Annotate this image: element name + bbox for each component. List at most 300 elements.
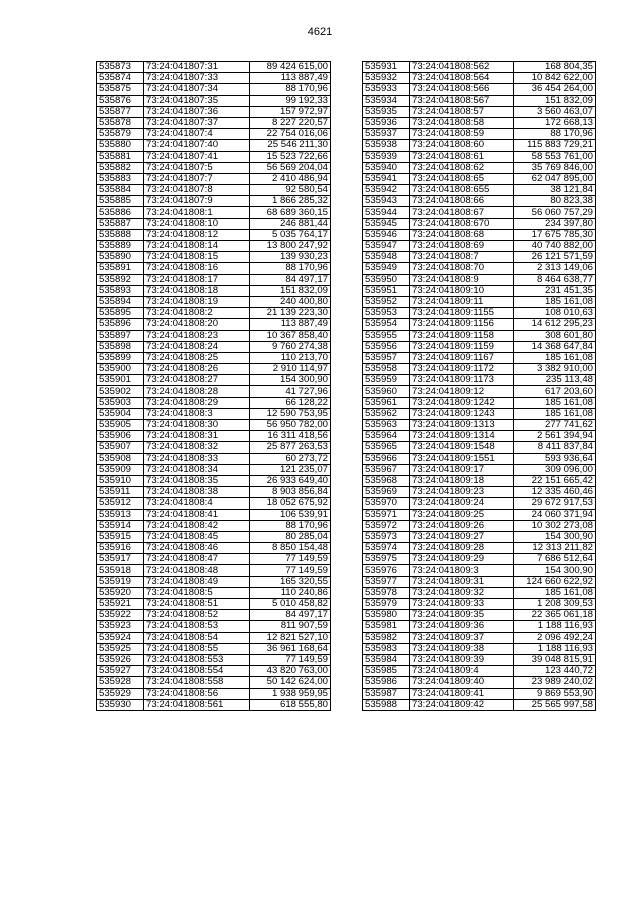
row-number-cell: 535955: [363, 330, 410, 341]
table-row: [97, 129, 331, 140]
row-number-cell: 535945: [363, 218, 410, 229]
table-row: [97, 207, 331, 218]
row-number-cell: 535893: [97, 285, 144, 296]
cadastral-number-cell: 73:24:041808:52: [144, 610, 250, 621]
cadastral-number-cell: 73:24:041808:34: [144, 464, 250, 475]
value-cell: 8 411 837,84: [514, 442, 596, 453]
table-row: [363, 420, 596, 431]
table-row: [363, 364, 596, 375]
row-number-cell: 535910: [97, 475, 144, 486]
table-row: [363, 654, 596, 665]
row-number-cell: 535913: [97, 509, 144, 520]
cadastral-number-cell: 73:24:041808:553: [144, 654, 250, 665]
row-number-cell: 535971: [363, 509, 410, 520]
row-number-cell: 535967: [363, 464, 410, 475]
value-cell: 3 560 463,07: [514, 106, 596, 117]
cadastral-number-cell: 73:24:041808:7: [410, 252, 514, 263]
row-number-cell: 535889: [97, 241, 144, 252]
cadastral-number-cell: 73:24:041809:1167: [410, 352, 514, 363]
row-number-cell: 535948: [363, 252, 410, 263]
left-cadastral-table: [96, 61, 331, 711]
cadastral-number-cell: 73:24:041808:28: [144, 386, 250, 397]
table-row: [363, 576, 596, 587]
value-cell: 113 887,49: [250, 319, 331, 330]
value-cell: 58 553 761,00: [514, 151, 596, 162]
value-cell: 617 203,60: [514, 386, 596, 397]
table-row: [97, 677, 331, 688]
value-cell: 12 335 460,46: [514, 487, 596, 498]
row-number-cell: 535977: [363, 576, 410, 587]
table-row: [97, 408, 331, 419]
value-cell: 154 300,90: [514, 531, 596, 542]
row-number-cell: 535951: [363, 285, 410, 296]
table-row: [363, 129, 596, 140]
cadastral-number-cell: 73:24:041808:47: [144, 554, 250, 565]
value-cell: 12 313 211,82: [514, 543, 596, 554]
value-cell: 14 612 295,23: [514, 319, 596, 330]
cadastral-number-cell: 73:24:041808:10: [144, 218, 250, 229]
row-number-cell: 535952: [363, 296, 410, 307]
cadastral-number-cell: 73:24:041809:39: [410, 654, 514, 665]
cadastral-number-cell: 73:24:041809:1155: [410, 308, 514, 319]
cadastral-number-cell: 73:24:041808:53: [144, 621, 250, 632]
cadastral-number-cell: 73:24:041809:12: [410, 386, 514, 397]
row-number-cell: 535884: [97, 185, 144, 196]
row-number-cell: 535931: [363, 62, 410, 73]
row-number-cell: 535933: [363, 84, 410, 95]
value-cell: 2 561 394,94: [514, 431, 596, 442]
table-row: [363, 464, 596, 475]
table-row: [97, 274, 331, 285]
value-cell: 56 060 757,29: [514, 207, 596, 218]
value-cell: 40 740 882,00: [514, 241, 596, 252]
value-cell: 108 010,63: [514, 308, 596, 319]
cadastral-number-cell: 73:24:041808:566: [410, 84, 514, 95]
row-number-cell: 535957: [363, 352, 410, 363]
table-row: [363, 73, 596, 84]
cadastral-number-cell: 73:24:041809:23: [410, 487, 514, 498]
value-cell: 8 903 856,84: [250, 487, 331, 498]
row-number-cell: 535923: [97, 621, 144, 632]
row-number-cell: 535906: [97, 431, 144, 442]
table-row: [363, 173, 596, 184]
row-number-cell: 535979: [363, 599, 410, 610]
table-row: [363, 632, 596, 643]
row-number-cell: 535929: [97, 688, 144, 699]
value-cell: 9 869 553,90: [514, 688, 596, 699]
value-cell: 84 497,17: [250, 274, 331, 285]
value-cell: 50 142 624,00: [250, 677, 331, 688]
value-cell: 22 365 061,18: [514, 610, 596, 621]
table-row: [97, 643, 331, 654]
cadastral-number-cell: 73:24:041808:554: [144, 666, 250, 677]
table-row: [363, 106, 596, 117]
cadastral-number-cell: 73:24:041809:35: [410, 610, 514, 621]
row-number-cell: 535935: [363, 106, 410, 117]
table-row: [97, 531, 331, 542]
table-row: [97, 632, 331, 643]
value-cell: 165 320,55: [250, 576, 331, 587]
value-cell: 154 300,90: [514, 565, 596, 576]
table-row: [97, 296, 331, 307]
value-cell: 29 672 917,53: [514, 498, 596, 509]
table-row: [363, 352, 596, 363]
cadastral-number-cell: 73:24:041808:55: [144, 643, 250, 654]
table-row: [363, 699, 596, 710]
table-row: [363, 62, 596, 73]
table-row: [363, 308, 596, 319]
value-cell: 1 866 285,32: [250, 196, 331, 207]
cadastral-number-cell: 73:24:041809:27: [410, 531, 514, 542]
row-number-cell: 535900: [97, 364, 144, 375]
row-number-cell: 535883: [97, 173, 144, 184]
value-cell: 139 930,23: [250, 252, 331, 263]
value-cell: 2 096 492,24: [514, 632, 596, 643]
row-number-cell: 535973: [363, 531, 410, 542]
cadastral-number-cell: 73:24:041808:29: [144, 397, 250, 408]
table-row: [97, 106, 331, 117]
value-cell: 3 382 910,00: [514, 364, 596, 375]
row-number-cell: 535985: [363, 666, 410, 677]
row-number-cell: 535956: [363, 341, 410, 352]
table-row: [97, 241, 331, 252]
table-row: [363, 531, 596, 542]
table-row: [363, 341, 596, 352]
table-row: [363, 252, 596, 263]
cadastral-number-cell: 73:24:041808:25: [144, 352, 250, 363]
value-cell: 1 188 116,93: [514, 643, 596, 654]
value-cell: 22 754 016,06: [250, 129, 331, 140]
cadastral-number-cell: 73:24:041808:19: [144, 296, 250, 307]
row-number-cell: 535887: [97, 218, 144, 229]
table-row: [97, 487, 331, 498]
value-cell: 12 590 753,95: [250, 408, 331, 419]
table-row: [97, 565, 331, 576]
page-number: 4621: [307, 26, 333, 38]
value-cell: 115 883 729,21: [514, 140, 596, 151]
row-number-cell: 535934: [363, 95, 410, 106]
table-row: [97, 610, 331, 621]
cadastral-number-cell: 73:24:041807:5: [144, 162, 250, 173]
table-row: [363, 218, 596, 229]
cadastral-number-cell: 73:24:041807:37: [144, 117, 250, 128]
right-cadastral-table: [362, 61, 596, 711]
cadastral-number-cell: 73:24:041809:18: [410, 475, 514, 486]
table-row: [363, 688, 596, 699]
row-number-cell: 535882: [97, 162, 144, 173]
value-cell: 24 060 371,94: [514, 509, 596, 520]
table-row: [363, 643, 596, 654]
value-cell: 234 397,80: [514, 218, 596, 229]
table-row: [97, 520, 331, 531]
table-row: [97, 319, 331, 330]
value-cell: 60 273,72: [250, 453, 331, 464]
row-number-cell: 535937: [363, 129, 410, 140]
row-number-cell: 535897: [97, 330, 144, 341]
value-cell: 56 950 782,00: [250, 420, 331, 431]
table-row: [97, 431, 331, 442]
cadastral-number-cell: 73:24:041808:23: [144, 330, 250, 341]
value-cell: 231 451,35: [514, 285, 596, 296]
cadastral-number-cell: 73:24:041809:33: [410, 599, 514, 610]
value-cell: 12 821 527,10: [250, 632, 331, 643]
table-row: [97, 621, 331, 632]
cadastral-number-cell: 73:24:041808:27: [144, 375, 250, 386]
cadastral-number-cell: 73:24:041808:62: [410, 162, 514, 173]
value-cell: 9 760 274,38: [250, 341, 331, 352]
row-number-cell: 535972: [363, 520, 410, 531]
cadastral-number-cell: 73:24:041808:59: [410, 129, 514, 140]
row-number-cell: 535982: [363, 632, 410, 643]
table-row: [97, 84, 331, 95]
cadastral-number-cell: 73:24:041808:562: [410, 62, 514, 73]
cadastral-number-cell: 73:24:041808:35: [144, 475, 250, 486]
table-row: [363, 599, 596, 610]
row-number-cell: 535926: [97, 654, 144, 665]
table-row: [97, 218, 331, 229]
table-row: [97, 442, 331, 453]
row-number-cell: 535936: [363, 117, 410, 128]
cadastral-number-cell: 73:24:041807:31: [144, 62, 250, 73]
cadastral-number-cell: 73:24:041808:30: [144, 420, 250, 431]
cadastral-number-cell: 73:24:041808:49: [144, 576, 250, 587]
value-cell: 185 161,08: [514, 408, 596, 419]
value-cell: 185 161,08: [514, 397, 596, 408]
value-cell: 23 989 240,02: [514, 677, 596, 688]
table-row: [363, 453, 596, 464]
row-number-cell: 535988: [363, 699, 410, 710]
table-row: [363, 241, 596, 252]
cadastral-number-cell: 73:24:041807:40: [144, 140, 250, 151]
cadastral-number-cell: 73:24:041808:17: [144, 274, 250, 285]
value-cell: 593 936,64: [514, 453, 596, 464]
row-number-cell: 535925: [97, 643, 144, 654]
table-row: [97, 475, 331, 486]
cadastral-number-cell: 73:24:041808:66: [410, 196, 514, 207]
cadastral-number-cell: 73:24:041808:20: [144, 319, 250, 330]
value-cell: 277 741,62: [514, 420, 596, 431]
value-cell: 154 300,90: [250, 375, 331, 386]
cadastral-number-cell: 73:24:041807:36: [144, 106, 250, 117]
cadastral-number-cell: 73:24:041808:655: [410, 185, 514, 196]
row-number-cell: 535903: [97, 397, 144, 408]
right-table-body: [363, 62, 596, 711]
value-cell: 1 938 959,95: [250, 688, 331, 699]
row-number-cell: 535922: [97, 610, 144, 621]
table-row: [97, 341, 331, 352]
table-row: [97, 599, 331, 610]
row-number-cell: 535920: [97, 587, 144, 598]
table-row: [363, 520, 596, 531]
cadastral-number-cell: 73:24:041808:42: [144, 520, 250, 531]
row-number-cell: 535886: [97, 207, 144, 218]
table-row: [97, 375, 331, 386]
row-number-cell: 535987: [363, 688, 410, 699]
cadastral-number-cell: 73:24:041809:41: [410, 688, 514, 699]
cadastral-number-cell: 73:24:041807:8: [144, 185, 250, 196]
cadastral-number-cell: 73:24:041809:10: [410, 285, 514, 296]
table-row: [363, 140, 596, 151]
table-row: [363, 162, 596, 173]
table-row: [97, 543, 331, 554]
table-row: [97, 196, 331, 207]
table-row: [97, 453, 331, 464]
table-row: [363, 386, 596, 397]
value-cell: 25 546 211,30: [250, 140, 331, 151]
row-number-cell: 535919: [97, 576, 144, 587]
table-row: [97, 498, 331, 509]
value-cell: 240 400,80: [250, 296, 331, 307]
row-number-cell: 535873: [97, 62, 144, 73]
row-number-cell: 535983: [363, 643, 410, 654]
value-cell: 2 410 486,94: [250, 173, 331, 184]
value-cell: 10 842 622,00: [514, 73, 596, 84]
cadastral-number-cell: 73:24:041808:48: [144, 565, 250, 576]
row-number-cell: 535912: [97, 498, 144, 509]
table-row: [363, 565, 596, 576]
table-row: [363, 408, 596, 419]
row-number-cell: 535938: [363, 140, 410, 151]
row-number-cell: 535911: [97, 487, 144, 498]
row-number-cell: 535958: [363, 364, 410, 375]
row-number-cell: 535964: [363, 431, 410, 442]
row-number-cell: 535976: [363, 565, 410, 576]
value-cell: 62 047 895,00: [514, 173, 596, 184]
table-row: [97, 654, 331, 665]
table-row: [363, 95, 596, 106]
cadastral-number-cell: 73:24:041807:34: [144, 84, 250, 95]
table-row: [97, 73, 331, 84]
value-cell: 36 961 168,64: [250, 643, 331, 654]
cadastral-number-cell: 73:24:041808:24: [144, 341, 250, 352]
table-row: [363, 509, 596, 520]
row-number-cell: 535969: [363, 487, 410, 498]
cadastral-number-cell: 73:24:041807:4: [144, 129, 250, 140]
table-row: [97, 352, 331, 363]
table-row: [363, 487, 596, 498]
table-row: [97, 464, 331, 475]
row-number-cell: 535899: [97, 352, 144, 363]
cadastral-number-cell: 73:24:041807:9: [144, 196, 250, 207]
row-number-cell: 535894: [97, 296, 144, 307]
value-cell: 66 128,22: [250, 397, 331, 408]
cadastral-number-cell: 73:24:041807:7: [144, 173, 250, 184]
row-number-cell: 535974: [363, 543, 410, 554]
value-cell: 77 149,59: [250, 654, 331, 665]
value-cell: 124 660 622,92: [514, 576, 596, 587]
value-cell: 7 686 512,64: [514, 554, 596, 565]
row-number-cell: 535930: [97, 699, 144, 710]
row-number-cell: 535902: [97, 386, 144, 397]
cadastral-number-cell: 73:24:041808:558: [144, 677, 250, 688]
table-row: [363, 397, 596, 408]
value-cell: 1 188 116,93: [514, 621, 596, 632]
value-cell: 5 035 764,17: [250, 229, 331, 240]
table-row: [97, 386, 331, 397]
value-cell: 99 192,33: [250, 95, 331, 106]
table-row: [363, 274, 596, 285]
value-cell: 56 569 204,04: [250, 162, 331, 173]
table-row: [363, 587, 596, 598]
value-cell: 2 910 114,97: [250, 364, 331, 375]
row-number-cell: 535939: [363, 151, 410, 162]
cadastral-number-cell: 73:24:041809:40: [410, 677, 514, 688]
row-number-cell: 535968: [363, 475, 410, 486]
cadastral-number-cell: 73:24:041808:54: [144, 632, 250, 643]
row-number-cell: 535981: [363, 621, 410, 632]
cadastral-number-cell: 73:24:041808:46: [144, 543, 250, 554]
value-cell: 92 580,54: [250, 185, 331, 196]
row-number-cell: 535878: [97, 117, 144, 128]
row-number-cell: 535963: [363, 420, 410, 431]
cadastral-number-cell: 73:24:041809:1314: [410, 431, 514, 442]
value-cell: 8 464 638,77: [514, 274, 596, 285]
value-cell: 25 565 997,58: [514, 699, 596, 710]
value-cell: 113 887,49: [250, 73, 331, 84]
table-row: [97, 285, 331, 296]
value-cell: 10 367 858,40: [250, 330, 331, 341]
row-number-cell: 535986: [363, 677, 410, 688]
row-number-cell: 535885: [97, 196, 144, 207]
table-row: [363, 84, 596, 95]
cadastral-number-cell: 73:24:041809:38: [410, 643, 514, 654]
table-row: [363, 319, 596, 330]
cadastral-number-cell: 73:24:041807:35: [144, 95, 250, 106]
value-cell: 2 313 149,06: [514, 263, 596, 274]
cadastral-number-cell: 73:24:041808:12: [144, 229, 250, 240]
row-number-cell: 535943: [363, 196, 410, 207]
table-row: [97, 62, 331, 73]
cadastral-number-cell: 73:24:041809:28: [410, 543, 514, 554]
cadastral-number-cell: 73:24:041809:11: [410, 296, 514, 307]
row-number-cell: 535941: [363, 173, 410, 184]
row-number-cell: 535908: [97, 453, 144, 464]
table-row: [97, 397, 331, 408]
cadastral-number-cell: 73:24:041808:70: [410, 263, 514, 274]
cadastral-number-cell: 73:24:041808:26: [144, 364, 250, 375]
table-row: [97, 95, 331, 106]
value-cell: 25 877 263,53: [250, 442, 331, 453]
value-cell: 35 769 846,00: [514, 162, 596, 173]
value-cell: 185 161,08: [514, 296, 596, 307]
table-row: [363, 263, 596, 274]
row-number-cell: 535904: [97, 408, 144, 419]
value-cell: 123 440,72: [514, 666, 596, 677]
value-cell: 26 933 649,40: [250, 475, 331, 486]
table-row: [363, 207, 596, 218]
value-cell: 235 113,48: [514, 375, 596, 386]
table-row: [97, 554, 331, 565]
row-number-cell: 535891: [97, 263, 144, 274]
table-row: [97, 117, 331, 128]
cadastral-number-cell: 73:24:041809:25: [410, 509, 514, 520]
cadastral-number-cell: 73:24:041809:32: [410, 587, 514, 598]
cadastral-number-cell: 73:24:041807:33: [144, 73, 250, 84]
row-number-cell: 535944: [363, 207, 410, 218]
value-cell: 80 823,38: [514, 196, 596, 207]
cadastral-number-cell: 73:24:041808:69: [410, 241, 514, 252]
table-row: [363, 296, 596, 307]
cadastral-number-cell: 73:24:041809:37: [410, 632, 514, 643]
row-number-cell: 535888: [97, 229, 144, 240]
table-row: [97, 330, 331, 341]
cadastral-number-cell: 73:24:041808:564: [410, 73, 514, 84]
value-cell: 110 213,70: [250, 352, 331, 363]
row-number-cell: 535890: [97, 252, 144, 263]
value-cell: 26 121 571,59: [514, 252, 596, 263]
cadastral-number-cell: 73:24:041808:670: [410, 218, 514, 229]
value-cell: 309 096,00: [514, 464, 596, 475]
